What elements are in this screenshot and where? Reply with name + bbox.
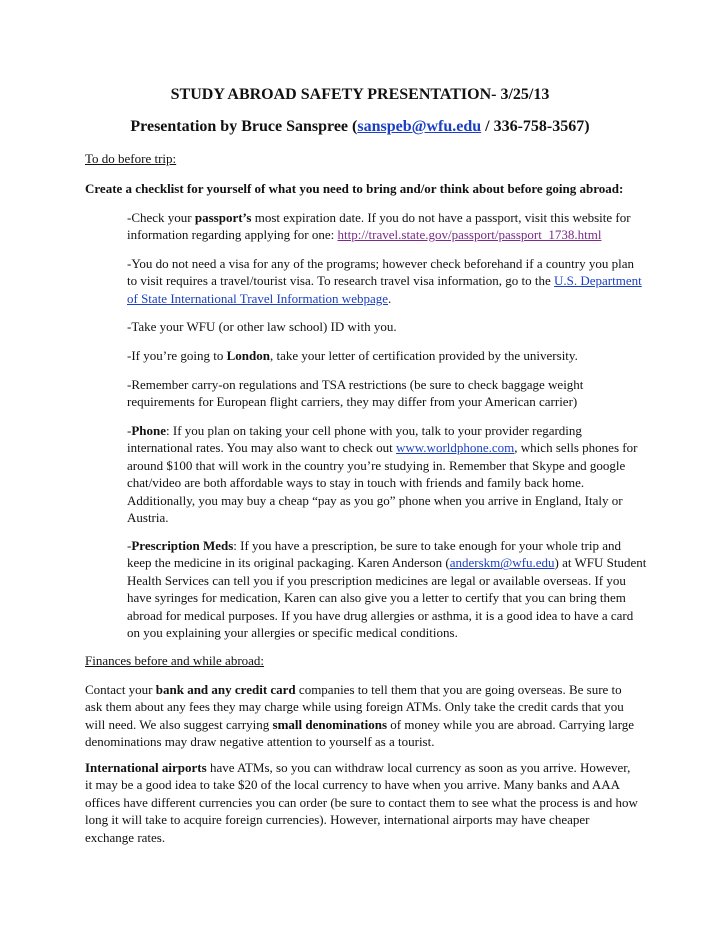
presenter-prefix: Presentation by Bruce Sanspree ( (130, 118, 358, 135)
presenter-email-link[interactable]: sanspeb@wfu.edu (357, 118, 482, 135)
prescription-item (127, 537, 647, 641)
meds-text-b: : If you have a prescription, be sure to take enough for your whole trip and keep the medicine in its original packaging. Karen Anderson ( (127, 538, 621, 571)
airports-paragraph (85, 759, 640, 846)
credit-text-a: Contact your (85, 682, 156, 697)
credit-card-paragraph (85, 681, 640, 751)
phone-text-a: - (127, 423, 132, 438)
passport-text-a: -Check your (127, 210, 195, 225)
phone-text-b: : If you plan on taking your cell phone with you, talk to your provider regarding international rates. You may also want to check out (127, 423, 582, 456)
credit-text-b: companies to tell them that you are going overseas. Be sure to ask them about any fees they may charge while using foreign ATMs. Only take the credit cards that you will need. We also suggest carrying (85, 682, 624, 732)
carryon-item: -Remember carry-on regulations and TSA restrictions (be sure to check baggage weight requirements for European flight carriers, they may differ from your American carrier) (127, 377, 584, 410)
credit-bold-2: small denominations (272, 716, 388, 732)
phone-item (127, 422, 647, 526)
meds-text-c: ) at WFU Student Health Services can tell you if you prescription medicines are legal or available overseas. If you have syringes for medication, Karen can also give you a letter to certify that you can bring them abroad for medical purposes. If you have drug allergies or asthma, it is a good idea to have a card on you explaining your allergies or specific medical conditions. (127, 555, 647, 641)
presenter-phone: / 336-758-3567) (481, 118, 590, 135)
visa-item (127, 255, 647, 307)
worldphone-link[interactable]: www.worldphone.com (395, 440, 515, 456)
section-heading-before-trip: To do before trip: (85, 151, 177, 166)
health-email-link[interactable]: anderskm@wfu.edu (449, 555, 555, 571)
phone-bold: Phone (131, 423, 167, 438)
section-heading-finances: Finances before and while abroad: (85, 653, 265, 668)
visa-text-b: . (388, 290, 392, 306)
airports-text-a: have ATMs, so you can withdraw local currency as soon as you arrive. However, it may be a good idea to take $20 of the local currency to have when you arrive. Many banks and AAA offices have different currencies you can order (be sure to contact them to see what the process is and how long it will take to acquire foreign currencies). However, international airports may have cheaper exchange rates. (85, 760, 638, 845)
passport-text-b: most expiration date. If you do not have a passport, visit this website for information regarding applying for one: (127, 210, 631, 243)
airports-bold: International airports (85, 760, 207, 775)
phone-text-c: , which sells phones for around $100 that will work in the country you’re studying in. Remember that Skype and google chat/video are both affordable ways to stay in touch with friends and family back home. Additionally, you may buy a cheap “pay as you go” phone when you arrive in England, Italy or Austria. (127, 440, 638, 526)
passport-bold: passport’s (194, 210, 252, 225)
london-bold: London (226, 348, 271, 363)
id-item: -Take your WFU (or other law school) ID with you. (127, 319, 397, 334)
meds-text-a: - (127, 538, 132, 553)
presenter-line (0, 118, 720, 136)
london-text-b: , take your letter of certification provided by the university. (270, 348, 578, 363)
meds-bold: Prescription Meds (131, 538, 234, 553)
credit-bold-1: bank and any credit card (155, 682, 296, 697)
credit-text-c: of money while you are abroad. Carrying large denominations may draw negative attention to yourself as a tourist. (85, 716, 635, 750)
checklist-title: Create a checklist for yourself of what you need to bring and/or think about before going abroad: (85, 181, 624, 196)
passport-link[interactable]: http://travel.state.gov/passport/passport_1738.html (337, 227, 602, 243)
passport-item (127, 209, 647, 244)
page-title: STUDY ABROAD SAFETY PRESENTATION- 3/25/13 (170, 86, 550, 103)
visa-text-a: -You do not need a visa for any of the programs; however check beforehand if a country you plan to visit requires a travel/tourist visa. To research travel visa information, go to the (127, 256, 634, 289)
state-department-link[interactable]: U.S. Department of State International Travel Information webpage (127, 273, 642, 306)
london-text-a: -If you’re going to (127, 348, 227, 363)
london-item (127, 347, 647, 364)
